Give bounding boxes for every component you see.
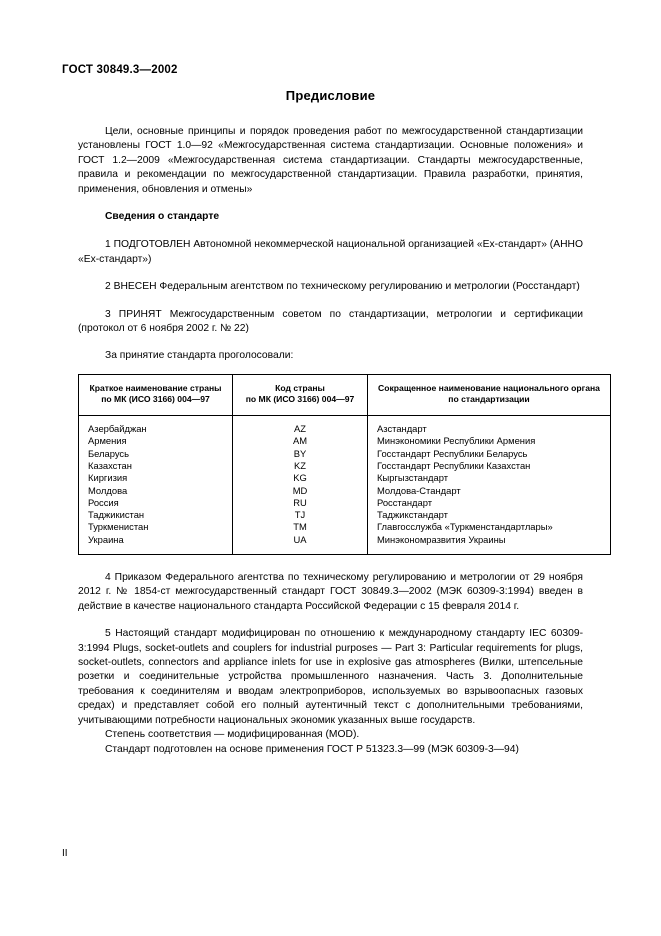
- column-header-country: [79, 374, 233, 415]
- cell-body: Молдова-Стандарт: [368, 485, 611, 497]
- cell-body: Минэкономики Республики Армения: [368, 435, 611, 447]
- paragraph-item-4: 4 Приказом Федерального агентства по техническому регулированию и метрологии от 29 ноября 2012 г. № 1854-ст межгосударственный стандарт ГОСТ 30849.3—2002 (МЭК 60309-3:1994) введен в действие в качестве национального стандарта Российской Федерации с 15 февраля 2014 г.: [78, 572, 583, 612]
- cell-body: Минэкономразвития Украины: [368, 534, 611, 555]
- table-row: [79, 509, 611, 521]
- table-row: [79, 448, 611, 460]
- cell-code: AM: [233, 435, 368, 447]
- cell-code: MD: [233, 485, 368, 497]
- cell-country: Туркменистан: [79, 521, 233, 533]
- paragraph-item-2: 2 ВНЕСЕН Федеральным агентством по техническому регулированию и метрологии (Росстандарт): [105, 281, 580, 293]
- document-standard-number: ГОСТ 30849.3—2002: [62, 64, 178, 76]
- column-header-code: [233, 374, 368, 415]
- table-row: [79, 534, 611, 555]
- paragraph-item-5-conformity: Степень соответствия — модифицированная (MOD).: [105, 729, 360, 741]
- column-header-body: [368, 374, 611, 415]
- page-title: Предисловие: [285, 88, 376, 103]
- paragraph-item-5: 5 Настоящий стандарт модифицирован по отношению к международному стандарту IEC 60309-3:1994 Plugs, socket-outlets and couplers for industrial purposes — Part 3: Particular requirements for plugs, socket-outlets, connectors and appliance inlets for use in explosive gas atmospheres (Вилки, штепсельные розетки и соединительные устройства промышленного назначения. Часть 3. Дополнительные требования к соединителям и вводам электроприборов, используемых во взрывоопасных газовых средах) и представляет собой его полный аутентичный текст с дополнительными требованиями, учитывающими потребности национальных экономик указанных выше государств.: [78, 628, 583, 726]
- cell-body: Госстандарт Республики Беларусь: [368, 448, 611, 460]
- cell-code: UA: [233, 534, 368, 555]
- column-header-code-line1: Код страны: [275, 382, 325, 393]
- table-row: [79, 485, 611, 497]
- cell-country: Россия: [79, 497, 233, 509]
- paragraph-item-3: 3 ПРИНЯТ Межгосударственным советом по стандартизации, метрологии и сертификации (протокол от 6 ноября 2002 г. № 22): [78, 308, 583, 335]
- table-header-row: [79, 374, 611, 415]
- cell-country: Украина: [79, 534, 233, 555]
- cell-code: TJ: [233, 509, 368, 521]
- cell-body: Кыргызстандарт: [368, 472, 611, 484]
- document-body: [78, 88, 600, 757]
- column-header-code-line2: по МК (ИСО 3166) 004—97: [245, 394, 355, 405]
- cell-code: KZ: [233, 460, 368, 472]
- table-row: [79, 497, 611, 509]
- cell-country: Казахстан: [79, 460, 233, 472]
- column-header-country-line2: по МК (ИСО 3166) 004—97: [101, 394, 210, 405]
- column-header-country-line1: Краткое наименование страны: [89, 382, 222, 393]
- cell-body: Таджикстандарт: [368, 509, 611, 521]
- cell-country: Армения: [79, 435, 233, 447]
- paragraph-item-5-basis: Стандарт подготовлен на основе применения ГОСТ Р 51323.3—99 (МЭК 60309-3—94): [105, 743, 519, 755]
- cell-country: Молдова: [79, 485, 233, 497]
- table-body: [79, 416, 611, 555]
- cell-code: KG: [233, 472, 368, 484]
- cell-body: Главгосслужба «Туркменстандартлары»: [368, 521, 611, 533]
- cell-country: Киргизия: [79, 472, 233, 484]
- vote-intro-text: За принятие стандарта проголосовали:: [105, 350, 294, 362]
- cell-country: Беларусь: [79, 448, 233, 460]
- table-row: [79, 435, 611, 447]
- cell-body: Госстандарт Республики Казахстан: [368, 460, 611, 472]
- column-header-body-line1: Сокращенное наименование национального органа: [378, 382, 600, 393]
- table-row: [79, 460, 611, 472]
- table-row: [79, 521, 611, 533]
- cell-code: TM: [233, 521, 368, 533]
- countries-table: [78, 374, 611, 555]
- cell-body: Азстандарт: [368, 416, 611, 436]
- cell-country: Таджикистан: [79, 509, 233, 521]
- table-head: [79, 374, 611, 415]
- cell-country: Азербайджан: [79, 416, 233, 436]
- cell-code: RU: [233, 497, 368, 509]
- cell-code: BY: [233, 448, 368, 460]
- paragraph-item-1: 1 ПОДГОТОВЛЕН Автономной некоммерческой национальной организацией «Ex-стандарт» (АННО «Ex-стандарт»): [78, 239, 583, 265]
- cell-code: AZ: [233, 416, 368, 436]
- paragraph-intro: Цели, основные принципы и порядок проведения работ по межгосударственной стандартизации установлены ГОСТ 1.0—92 «Межгосударственная система стандартизации. Основные положения» и ГОСТ 1.2—2009 «Межгосударственная система стандартизации. Стандарты межгосударственные, правила и рекомендации по межгосударственной стандартизации. Правила разработки, принятия, применения, обновления и отмены»: [78, 126, 583, 195]
- table-row: [79, 416, 611, 436]
- subheading-standard-info: Сведения о стандарте: [105, 211, 220, 223]
- column-header-body-line2: по стандартизации: [448, 394, 530, 405]
- table-row: [79, 472, 611, 484]
- page-number: II: [62, 848, 68, 859]
- cell-body: Росстандарт: [368, 497, 611, 509]
